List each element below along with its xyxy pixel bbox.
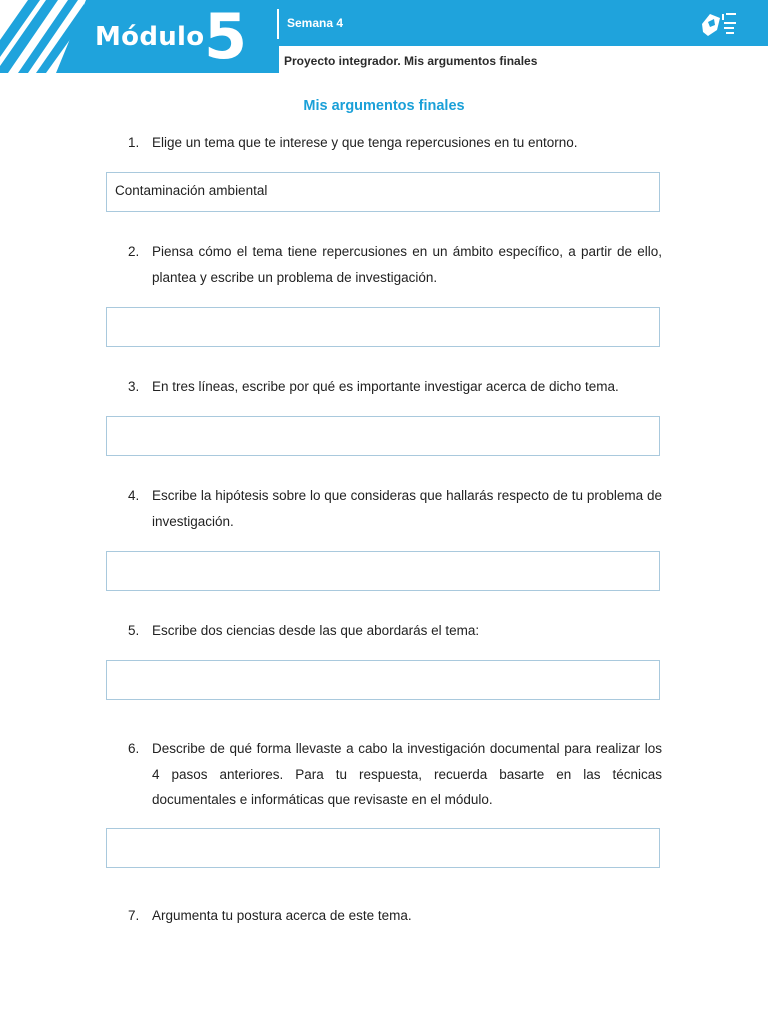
- question-number: 6.: [128, 741, 140, 756]
- header-divider: [277, 9, 279, 39]
- question-text: Elige un tema que te interese y que tenga repercusiones en tu entorno.: [152, 135, 578, 150]
- answer-box-2[interactable]: [106, 307, 660, 347]
- question-3: [128, 374, 662, 400]
- question-text: Argumenta tu postura acerca de este tema.: [152, 908, 412, 923]
- question-text: En tres líneas, escribe por qué es importante investigar acerca de dicho tema.: [152, 379, 619, 394]
- answer-box-6[interactable]: [106, 828, 660, 868]
- question-number: 4.: [128, 488, 140, 503]
- page-header: [0, 0, 768, 76]
- project-title: Proyecto integrador. Mis argumentos finales: [284, 54, 538, 68]
- question-number: 2.: [128, 244, 140, 259]
- question-text: Describe de qué forma llevaste a cabo la investigación documental para realizar los 4 pasos anteriores. Para tu respuesta, recuerda basarte en las técnicas documentales e informáticas que revisaste en el módulo.: [152, 741, 662, 807]
- answer-box-3[interactable]: [106, 416, 660, 456]
- question-number: 7.: [128, 908, 140, 923]
- document-title: Mis argumentos finales: [303, 98, 465, 114]
- answer-box-1[interactable]: Contaminación ambiental: [106, 172, 660, 212]
- question-number: 1.: [128, 135, 140, 150]
- prepa-en-linea-sep-logo-icon: [700, 10, 742, 40]
- question-4: [128, 483, 662, 534]
- module-label: Módulo: [95, 22, 205, 52]
- week-label: Semana 4: [287, 16, 344, 30]
- question-number: 5.: [128, 623, 140, 638]
- question-2: [128, 239, 662, 290]
- question-text: Escribe dos ciencias desde las que abordarás el tema:: [152, 623, 480, 638]
- question-text: Escribe la hipótesis sobre lo que consideras que hallarás respecto de tu problema de investigación.: [152, 488, 662, 529]
- question-number: 3.: [128, 379, 140, 394]
- answer-box-5[interactable]: [106, 660, 660, 700]
- question-5: [128, 618, 662, 644]
- module-number: 5: [204, 0, 248, 73]
- question-6: [128, 736, 662, 813]
- answer-box-4[interactable]: [106, 551, 660, 591]
- question-1: [128, 130, 662, 156]
- question-7: [128, 903, 662, 929]
- question-text: Piensa cómo el tema tiene repercusiones en un ámbito específico, a partir de ello, plantea y escribe un problema de investigación.: [152, 244, 662, 285]
